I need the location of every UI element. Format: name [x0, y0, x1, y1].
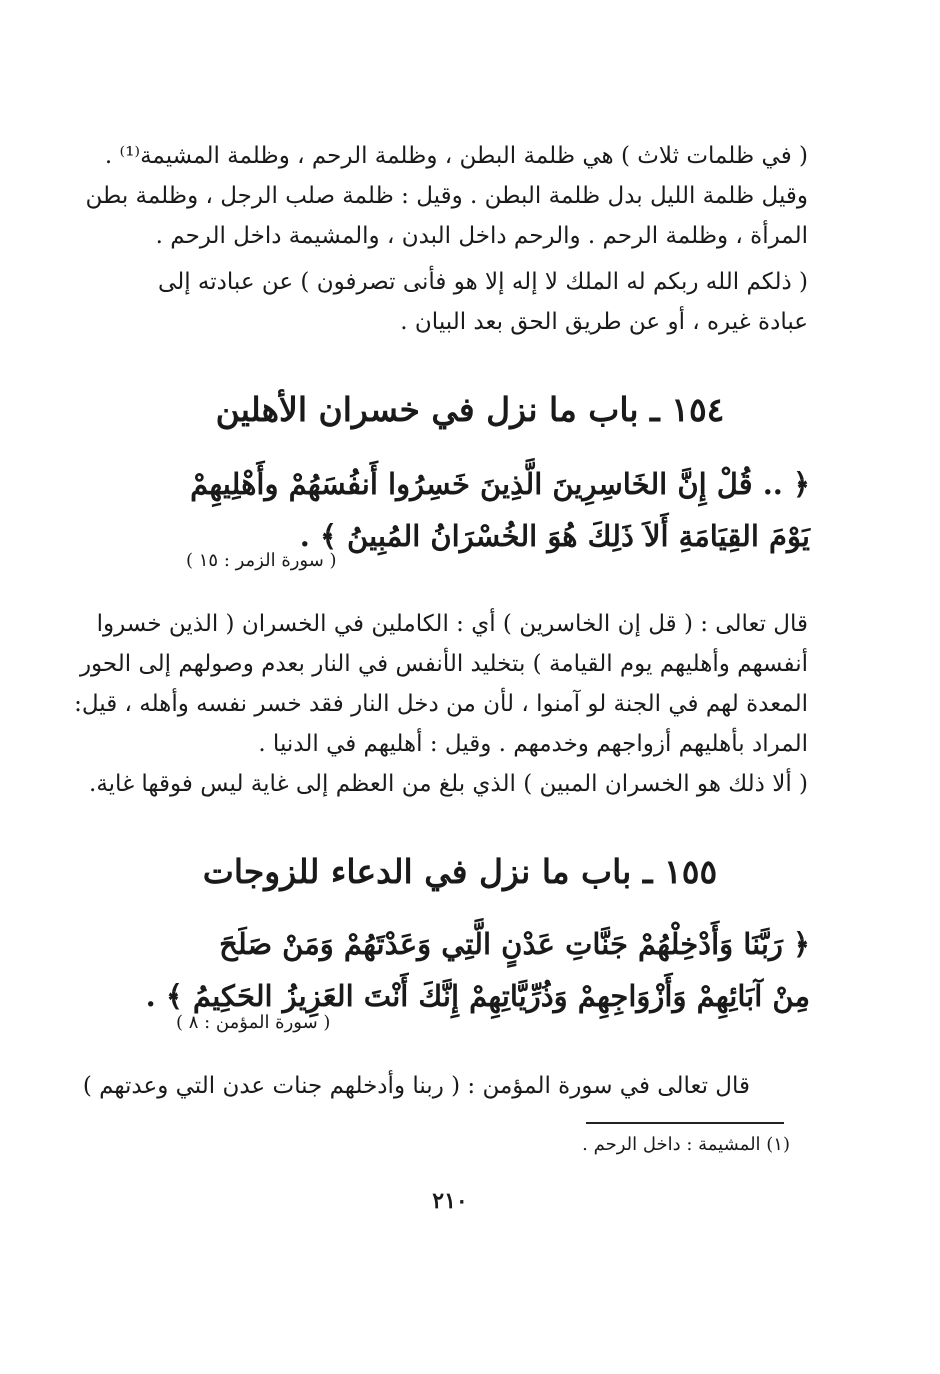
- text-line: قال تعالى : ( قل إن الخاسرين ) أي : الكاملين في الخسران ( الذين خسروا: [96, 611, 808, 637]
- text-line: المراد بأهليهم أزواجهم وخدمهم . وقيل : أهليهم في الدنيا .: [258, 731, 808, 757]
- tafsir-155: [82, 1066, 750, 1106]
- text-line: المرأة ، وظلمة الرحم . والرحم داخل البدن ، والمشيمة داخل الرحم .: [155, 223, 808, 249]
- text-line: ( في ظلمات ثلاث ) هي ظلمة البطن ، وظلمة الرحم ، وظلمة المشيمة⁽¹⁾ .: [104, 143, 808, 169]
- verse-line: يَوْمَ القِيَامَةِ أَلاَ ذَلِكَ هُوَ الخُسْرَانُ المُبِينُ ﴾ .: [299, 519, 810, 553]
- tafsir-154: [74, 604, 808, 804]
- text-line: ( ذلكم الله ربكم له الملك لا إله إلا هو فأنى تصرفون ) عن عبادته إلى: [158, 269, 808, 295]
- paragraph-three-darknesses: [85, 136, 808, 256]
- footnote-divider: [586, 1122, 784, 1124]
- quran-verse-154: [110, 458, 810, 562]
- page-number: ٢١٠: [432, 1188, 468, 1214]
- text-line: وقيل ظلمة الليل بدل ظلمة البطن . وقيل : ظلمة صلب الرجل ، وظلمة بطن: [85, 183, 808, 209]
- verse-line: ﴿ رَبَّنَا وَأَدْخِلْهُمْ جَنَّاتِ عَدْنٍ الَّتِي وَعَدْتَهُمْ وَمَنْ صَلَحَ: [219, 927, 810, 961]
- quran-verse-155: [110, 918, 810, 1022]
- text-line: قال تعالى في سورة المؤمن : ( ربنا وأدخلهم جنات عدن التي وعدتهم ): [82, 1073, 750, 1099]
- text-line: المعدة لهم في الجنة لو آمنوا ، لأن من دخل النار فقد خسر نفسه وأهله ، قيل:: [74, 691, 808, 717]
- verse-line: ﴿ .. قُلْ إِنَّ الخَاسِرِينَ الَّذِينَ خَسِرُوا أَنفُسَهُمْ وأَهْلِيهِمْ: [190, 467, 810, 501]
- verse-line: مِنْ آبَائِهِمْ وَأَزْوَاجِهِمْ وَذُرِّيَّاتِهِمْ إِنَّكَ أَنْتَ العَزِيزُ الحَكِيمُ ﴾ .: [145, 979, 810, 1013]
- section-heading-154: ١٥٤ ـ باب ما نزل في خسران الأهلين: [215, 390, 725, 429]
- text-line: ( ألا ذلك هو الخسران المبين ) الذي بلغ من العظم إلى غاية ليس فوقها غاية.: [89, 771, 808, 797]
- paragraph-thalikum: [118, 262, 808, 342]
- text-line: عبادة غيره ، أو عن طريق الحق بعد البيان .: [400, 309, 808, 335]
- footnote-1: (١) المشيمة : داخل الرحم .: [582, 1134, 790, 1155]
- text-line: أنفسهم وأهليهم يوم القيامة ) بتخليد الأنفس في النار بعدم وصولهم إلى الحور: [79, 651, 808, 677]
- surah-reference-155: ( سورة المؤمن : ٨ ): [176, 1012, 331, 1033]
- surah-reference-154: ( سورة الزمر : ١٥ ): [186, 550, 337, 571]
- section-heading-155: ١٥٥ ـ باب ما نزل في الدعاء للزوجات: [202, 852, 718, 891]
